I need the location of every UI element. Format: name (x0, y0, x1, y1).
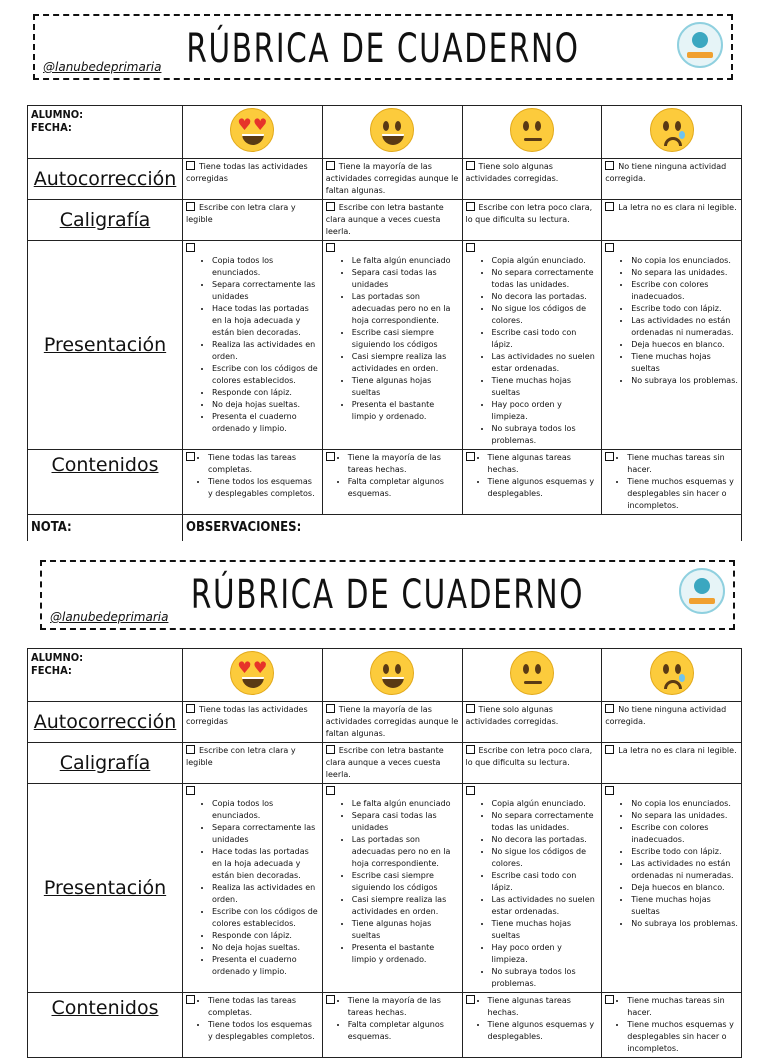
author-handle: @lanubedeprimaria (50, 610, 169, 624)
criteria-item: • Hace todas las portadas en la hoja adecuada y están bien decoradas. (212, 303, 319, 339)
criteria-item: • Separa casi todas las unidades (352, 810, 459, 834)
checkbox[interactable] (186, 745, 195, 754)
criteria-item: • Tiene algunos esquemas y desplegables. (488, 476, 599, 500)
checkbox[interactable] (186, 786, 195, 795)
autocorreccion-level-4: No tiene ninguna actividad corregida. (602, 159, 742, 200)
presentacion-row (28, 784, 742, 993)
level-1-header (183, 106, 323, 159)
criteria-item: • Escribe casi todo con lápiz. (492, 327, 599, 351)
checkbox[interactable] (466, 786, 475, 795)
checkbox[interactable] (186, 704, 195, 713)
criteria-list (488, 452, 599, 500)
autocorreccion-level-1: Tiene todas las actividades corregidas (183, 702, 323, 743)
presentacion-level-1 (183, 784, 323, 993)
criteria-item: • No copia los enunciados. (631, 255, 738, 267)
criteria-item: • No deja hojas sueltas. (212, 942, 319, 954)
contenidos-label: Contenidos (28, 993, 183, 1058)
criteria-item: • No separa correctamente todas las unidades. (492, 810, 599, 834)
checkbox[interactable] (326, 452, 335, 461)
criteria-item: • Tiene algunas tareas hechas. (488, 452, 599, 476)
header-row (28, 649, 742, 702)
criteria-item: • Realiza las actividades en orden. (212, 882, 319, 906)
checkbox[interactable] (186, 995, 195, 1004)
criteria-item: • Responde con lápiz. (212, 387, 319, 399)
criteria-item: • Tiene algunas hojas sueltas (352, 918, 459, 942)
level-4-header (602, 649, 742, 702)
contenidos-level-2 (322, 450, 462, 515)
rubric-table (27, 648, 742, 1058)
checkbox[interactable] (326, 745, 335, 754)
criteria-item: • Separa correctamente las unidades (212, 822, 319, 846)
criteria-item: • Falta completar algunos esquemas. (348, 476, 459, 500)
caligrafia-label: Caligrafía (28, 743, 183, 784)
criteria-list (348, 452, 459, 500)
criteria-list (631, 798, 738, 930)
title-banner (40, 560, 735, 630)
criteria-item: • No separa correctamente todas las unidades. (492, 267, 599, 291)
presentacion-level-2 (322, 241, 462, 450)
criteria-item: • No subraya todos los problemas. (492, 423, 599, 447)
caligrafia-row (28, 200, 742, 241)
criteria-item: • Escribe con los códigos de colores establecidos. (212, 363, 319, 387)
caligrafia-level-2: Escribe con letra bastante clara aunque a veces cuesta leerla. (322, 743, 462, 784)
criteria-item: • Tiene algunos esquemas y desplegables. (488, 1019, 599, 1043)
criteria-item: • No subraya los problemas. (631, 375, 738, 387)
criteria-item: • Hay poco orden y limpieza. (492, 942, 599, 966)
autocorreccion-label: Autocorrección (28, 702, 183, 743)
page-title: RÚBRICA DE CUADERNO (190, 572, 585, 618)
criteria-item: • Tiene todas las tareas completas. (208, 452, 319, 476)
contenidos-row (28, 450, 742, 515)
criteria-item: • Realiza las actividades en orden. (212, 339, 319, 363)
heart-eyes-emoji-icon: ♥ ♥ (230, 651, 274, 695)
caligrafia-label: Caligrafía (28, 200, 183, 241)
criteria-item: • Tiene todos los esquemas y desplegables completos. (208, 1019, 319, 1043)
heart-eyes-emoji-icon: ♥ ♥ (230, 108, 274, 152)
criteria-item: • Tiene muchas hojas sueltas (492, 918, 599, 942)
author-handle: @lanubedeprimaria (43, 60, 162, 74)
criteria-item: • Hace todas las portadas en la hoja adecuada y están bien decoradas. (212, 846, 319, 882)
checkbox[interactable] (605, 786, 614, 795)
sad-tear-emoji-icon (650, 651, 694, 695)
caligrafia-level-1: Escribe con letra clara y legible (183, 200, 323, 241)
checkbox[interactable] (605, 995, 614, 1004)
criteria-item: • Las actividades no suelen estar ordenadas. (492, 351, 599, 375)
title-banner (33, 14, 733, 80)
criteria-item: • No subraya los problemas. (631, 918, 738, 930)
criteria-list (208, 452, 319, 500)
criteria-item: • Escribe todo con lápiz. (631, 303, 738, 315)
alumno-label: ALUMNO: (31, 651, 84, 664)
criteria-item: • Tiene muchos esquemas y desplegables sin hacer o incompletos. (627, 476, 738, 512)
grinning-emoji-icon (370, 651, 414, 695)
criteria-item: • No copia los enunciados. (631, 798, 738, 810)
criteria-list (492, 255, 599, 447)
presentacion-level-3 (462, 241, 602, 450)
criteria-item: • Le falta algún enunciado (352, 798, 459, 810)
criteria-item: • Falta completar algunos esquemas. (348, 1019, 459, 1043)
criteria-item: • No sigue los códigos de colores. (492, 303, 599, 327)
presentacion-level-4 (602, 784, 742, 993)
checkbox[interactable] (466, 995, 475, 1004)
criteria-item: • Tiene muchas tareas sin hacer. (627, 452, 738, 476)
criteria-item: • Las actividades no están ordenadas ni numeradas. (631, 858, 738, 882)
criteria-item: • Presenta el bastante limpio y ordenado. (352, 399, 459, 423)
checkbox[interactable] (326, 704, 335, 713)
checkbox[interactable] (466, 161, 475, 170)
criteria-item: • Tiene la mayoría de las tareas hechas. (348, 995, 459, 1019)
criteria-item: • Deja huecos en blanco. (631, 339, 738, 351)
level-1-header (183, 649, 323, 702)
criteria-item: • Escribe con colores inadecuados. (631, 279, 738, 303)
criteria-list (348, 995, 459, 1043)
criteria-item: • Tiene muchas hojas sueltas (631, 894, 738, 918)
checkbox[interactable] (326, 161, 335, 170)
checkbox[interactable] (605, 243, 614, 252)
criteria-item: • Deja huecos en blanco. (631, 882, 738, 894)
contenidos-level-2 (322, 993, 462, 1058)
checkbox[interactable] (326, 202, 335, 211)
criteria-item: • Presenta el bastante limpio y ordenado. (352, 942, 459, 966)
grinning-emoji-icon (370, 108, 414, 152)
criteria-item: • Tiene muchas hojas sueltas (492, 375, 599, 399)
presentacion-level-1 (183, 241, 323, 450)
autocorreccion-level-3: Tiene solo algunas actividades corregidas. (462, 702, 602, 743)
criteria-item: • Escribe casi todo con lápiz. (492, 870, 599, 894)
checkbox[interactable] (186, 452, 195, 461)
autocorreccion-level-2: Tiene la mayoría de las actividades corregidas aunque le faltan algunas. (322, 702, 462, 743)
level-2-header (322, 106, 462, 159)
contenidos-level-4 (602, 993, 742, 1058)
autocorreccion-row (28, 702, 742, 743)
caligrafia-level-4: La letra no es clara ni legible. (602, 743, 742, 784)
criteria-item: • Copia algún enunciado. (492, 255, 599, 267)
autocorreccion-label: Autocorrección (28, 159, 183, 200)
fecha-label: FECHA: (31, 664, 72, 677)
level-3-header (462, 649, 602, 702)
level-3-header (462, 106, 602, 159)
caligrafia-level-4: La letra no es clara ni legible. (602, 200, 742, 241)
criteria-item: • Escribe con los códigos de colores establecidos. (212, 906, 319, 930)
criteria-item: • Copia algún enunciado. (492, 798, 599, 810)
caligrafia-level-2: Escribe con letra bastante clara aunque a veces cuesta leerla. (322, 200, 462, 241)
criteria-item: • Casi siempre realiza las actividades en orden. (352, 894, 459, 918)
criteria-item: • Tiene todos los esquemas y desplegables completos. (208, 476, 319, 500)
caligrafia-level-3: Escribe con letra poco clara, lo que dificulta su lectura. (462, 743, 602, 784)
criteria-item: • Tiene muchas tareas sin hacer. (627, 995, 738, 1019)
autocorreccion-level-1: Tiene todas las actividades corregidas (183, 159, 323, 200)
criteria-list (627, 995, 738, 1055)
checkbox[interactable] (186, 161, 195, 170)
fecha-label: FECHA: (31, 121, 72, 134)
criteria-item: • Las portadas son adecuadas pero no en la hoja correspondiente. (352, 834, 459, 870)
page-title: RÚBRICA DE CUADERNO (186, 26, 580, 72)
level-4-header (602, 106, 742, 159)
observaciones-field[interactable]: OBSERVACIONES: (183, 515, 742, 541)
contenidos-level-1 (183, 450, 323, 515)
presentacion-level-2 (322, 784, 462, 993)
criteria-item: • Escribe casi siempre siguiendo los códigos (352, 327, 459, 351)
criteria-item: • Tiene todas las tareas completas. (208, 995, 319, 1019)
checkbox[interactable] (326, 786, 335, 795)
checkbox[interactable] (466, 243, 475, 252)
criteria-item: • Copia todos los enunciados. (212, 798, 319, 822)
checkbox[interactable] (466, 452, 475, 461)
autocorreccion-row (28, 159, 742, 200)
checkbox[interactable] (186, 202, 195, 211)
criteria-list (212, 798, 319, 978)
autocorreccion-level-2: Tiene la mayoría de las actividades corregidas aunque le faltan algunas. (322, 159, 462, 200)
criteria-item: • No sigue los códigos de colores. (492, 846, 599, 870)
criteria-list (492, 798, 599, 990)
checkbox[interactable] (466, 704, 475, 713)
presentacion-label: Presentación (28, 241, 183, 450)
checkbox[interactable] (605, 452, 614, 461)
criteria-item: • Las portadas son adecuadas pero no en la hoja correspondiente. (352, 291, 459, 327)
presentacion-row (28, 241, 742, 450)
criteria-item: • Escribe con colores inadecuados. (631, 822, 738, 846)
autocorreccion-level-3: Tiene solo algunas actividades corregidas. (462, 159, 602, 200)
autocorreccion-level-4: No tiene ninguna actividad corregida. (602, 702, 742, 743)
contenidos-level-3 (462, 993, 602, 1058)
criteria-list (208, 995, 319, 1043)
criteria-item: • No separa las unidades. (631, 810, 738, 822)
criteria-item: • Tiene algunas hojas sueltas (352, 375, 459, 399)
brand-logo-icon (679, 568, 725, 614)
level-2-header (322, 649, 462, 702)
caligrafia-level-1: Escribe con letra clara y legible (183, 743, 323, 784)
checkbox[interactable] (466, 745, 475, 754)
criteria-item: • Tiene muchos esquemas y desplegables sin hacer o incompletos. (627, 1019, 738, 1055)
criteria-list (627, 452, 738, 512)
checkbox[interactable] (326, 243, 335, 252)
checkbox[interactable] (605, 704, 614, 713)
contenidos-level-3 (462, 450, 602, 515)
checkbox[interactable] (605, 161, 614, 170)
criteria-item: • Separa casi todas las unidades (352, 267, 459, 291)
criteria-item: • Casi siempre realiza las actividades en orden. (352, 351, 459, 375)
criteria-item: • Responde con lápiz. (212, 930, 319, 942)
checkbox[interactable] (186, 243, 195, 252)
nota-field[interactable]: NOTA: (28, 515, 183, 541)
brand-logo-icon (677, 22, 723, 68)
caligrafia-row (28, 743, 742, 784)
rubric-table (27, 105, 742, 541)
criteria-item: • No decora las portadas. (492, 291, 599, 303)
presentacion-label: Presentación (28, 784, 183, 993)
criteria-item: • Presenta el cuaderno ordenado y limpio. (212, 954, 319, 978)
header-row (28, 106, 742, 159)
contenidos-level-1 (183, 993, 323, 1058)
criteria-list (212, 255, 319, 435)
sad-tear-emoji-icon (650, 108, 694, 152)
checkbox[interactable] (605, 745, 614, 754)
neutral-emoji-icon (510, 651, 554, 695)
neutral-emoji-icon (510, 108, 554, 152)
criteria-item: • Las actividades no están ordenadas ni numeradas. (631, 315, 738, 339)
criteria-item: • Escribe casi siempre siguiendo los códigos (352, 870, 459, 894)
checkbox[interactable] (326, 995, 335, 1004)
criteria-list (631, 255, 738, 387)
criteria-item: • Tiene la mayoría de las tareas hechas. (348, 452, 459, 476)
criteria-list (352, 255, 459, 423)
criteria-list (352, 798, 459, 966)
footer-row (28, 515, 742, 541)
student-info-cell (28, 106, 183, 159)
criteria-item: • Tiene muchas hojas sueltas (631, 351, 738, 375)
criteria-item: • No separa las unidades. (631, 267, 738, 279)
criteria-item: • Tiene algunas tareas hechas. (488, 995, 599, 1019)
contenidos-level-4 (602, 450, 742, 515)
criteria-item: • No decora las portadas. (492, 834, 599, 846)
student-info-cell (28, 649, 183, 702)
presentacion-level-3 (462, 784, 602, 993)
presentacion-level-4 (602, 241, 742, 450)
criteria-item: • Copia todos los enunciados. (212, 255, 319, 279)
criteria-item: • Le falta algún enunciado (352, 255, 459, 267)
checkbox[interactable] (605, 202, 614, 211)
contenidos-label: Contenidos (28, 450, 183, 515)
caligrafia-level-3: Escribe con letra poco clara, lo que dificulta su lectura. (462, 200, 602, 241)
rubric-sheet-2 (0, 548, 768, 1053)
criteria-item: • Escribe todo con lápiz. (631, 846, 738, 858)
criteria-item: • Separa correctamente las unidades (212, 279, 319, 303)
contenidos-row (28, 993, 742, 1058)
checkbox[interactable] (466, 202, 475, 211)
criteria-item: • Presenta el cuaderno ordenado y limpio. (212, 411, 319, 435)
criteria-item: • Hay poco orden y limpieza. (492, 399, 599, 423)
alumno-label: ALUMNO: (31, 108, 84, 121)
criteria-item: • Las actividades no suelen estar ordenadas. (492, 894, 599, 918)
criteria-item: • No subraya todos los problemas. (492, 966, 599, 990)
criteria-list (488, 995, 599, 1043)
criteria-item: • No deja hojas sueltas. (212, 399, 319, 411)
